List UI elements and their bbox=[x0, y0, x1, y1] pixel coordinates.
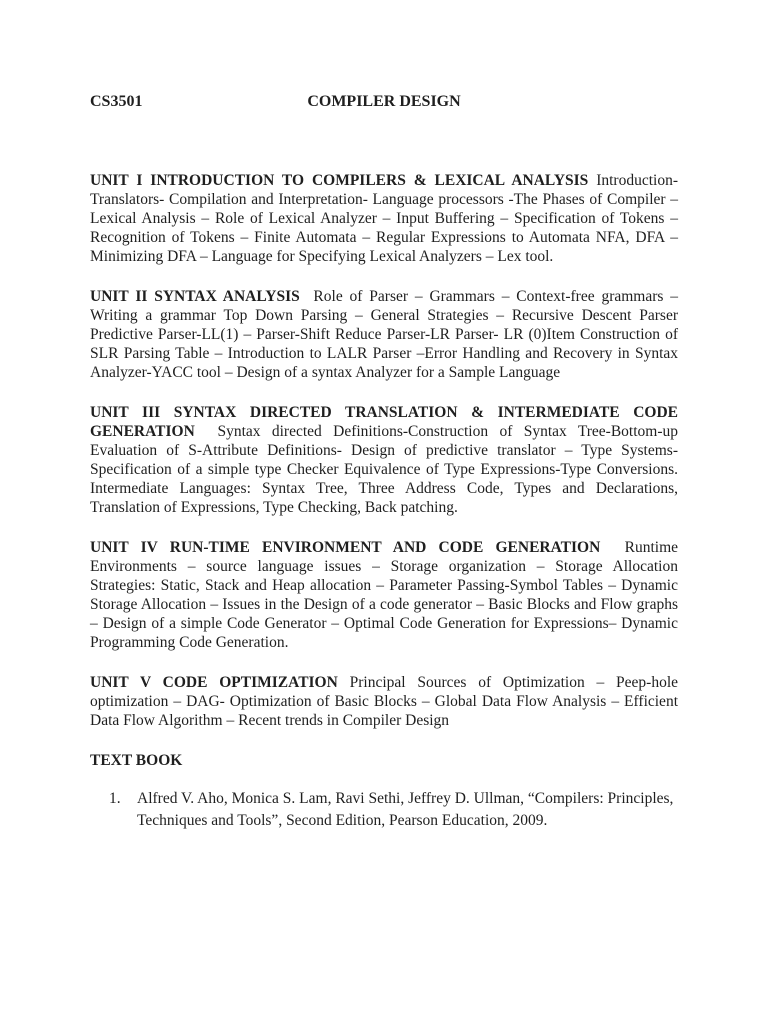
unit-body: Introduction- Translators- Compilation and Interpretation- Language processors -The Phases of Compiler – Lexical Analysis – Role of Lexical Analyzer – Input Buffering – Specification of Tokens – Recognition of Tokens – Finite Automata – Regular Expressions to Automata NFA, DFA –Minimizing DFA – Language for Specifying Lexical Analyzers – Lex tool. bbox=[90, 172, 678, 265]
textbook-list-item bbox=[90, 788, 678, 832]
page-title: COMPILER DESIGN bbox=[307, 93, 461, 110]
book-reference-text: Alfred V. Aho, Monica S. Lam, Ravi Sethi, Jeffrey D. Ullman, “Compilers: Principles, Techniques and Tools”, Second Edition, Pearson Education, 2009. bbox=[137, 790, 674, 829]
unit-body: Syntax directed Definitions-Construction of Syntax Tree-Bottom-up Evaluation of S-Attribute Definitions- Design of predictive translator – Type Systems-Specification of a simple type Checker Equivalence of Type Expressions-Type Conversions. Intermediate Languages: Syntax Tree, Three Address Code, Types and Declarations, Translation of Expressions, Type Checking, Back patching. bbox=[90, 423, 678, 516]
unit-body: Principal Sources of Optimization – Peep-hole optimization – DAG- Optimization of Basic Blocks – Global Data Flow Analysis – Efficient Data Flow Algorithm – Recent trends in Compiler Design bbox=[90, 674, 679, 729]
list-item-number: 1. bbox=[109, 790, 121, 807]
unit-paragraph-2 bbox=[90, 287, 678, 382]
unit-paragraph-1 bbox=[90, 171, 678, 266]
unit-body: Role of Parser – Grammars – Context-free grammars – Writing a grammar Top Down Parsing – General Strategies – Recursive Descent Parser Predictive Parser-LL(1) – Parser-Shift Reduce Parser-LR Parser- LR (0)Item Construction of SLR Parsing Table – Introduction to LALR Parser –Error Handling and Recovery in Syntax Analyzer-YACC tool – Design of a syntax Analyzer for a Sample Language bbox=[90, 288, 679, 381]
unit-heading: UNIT I INTRODUCTION TO COMPILERS & LEXICAL ANALYSIS bbox=[90, 172, 589, 189]
unit-paragraph-3 bbox=[90, 403, 678, 517]
unit-paragraph-5 bbox=[90, 673, 678, 730]
unit-heading: UNIT V CODE OPTIMIZATION bbox=[90, 674, 338, 691]
unit-heading: UNIT III SYNTAX DIRECTED TRANSLATION & INTERMEDIATE CODE GENERATION bbox=[90, 404, 678, 440]
course-code: CS3501 bbox=[90, 93, 143, 110]
unit-paragraph-4 bbox=[90, 538, 678, 652]
document-header bbox=[90, 92, 678, 111]
unit-heading: UNIT II SYNTAX ANALYSIS bbox=[90, 288, 300, 305]
textbook-heading: TEXT BOOK bbox=[90, 752, 183, 769]
unit-body: Runtime Environments – source language issues – Storage organization – Storage Allocation Strategies: Static, Stack and Heap allocation – Parameter Passing-Symbol Tables – Dynamic Storage Allocation – Issues in the Design of a code generator – Basic Blocks and Flow graphs – Design of a simple Code Generator – Optimal Code Generation for Expressions– Dynamic Programming Code Generation. bbox=[90, 539, 679, 651]
unit-heading: UNIT IV RUN-TIME ENVIRONMENT AND CODE GENERATION bbox=[90, 539, 601, 556]
